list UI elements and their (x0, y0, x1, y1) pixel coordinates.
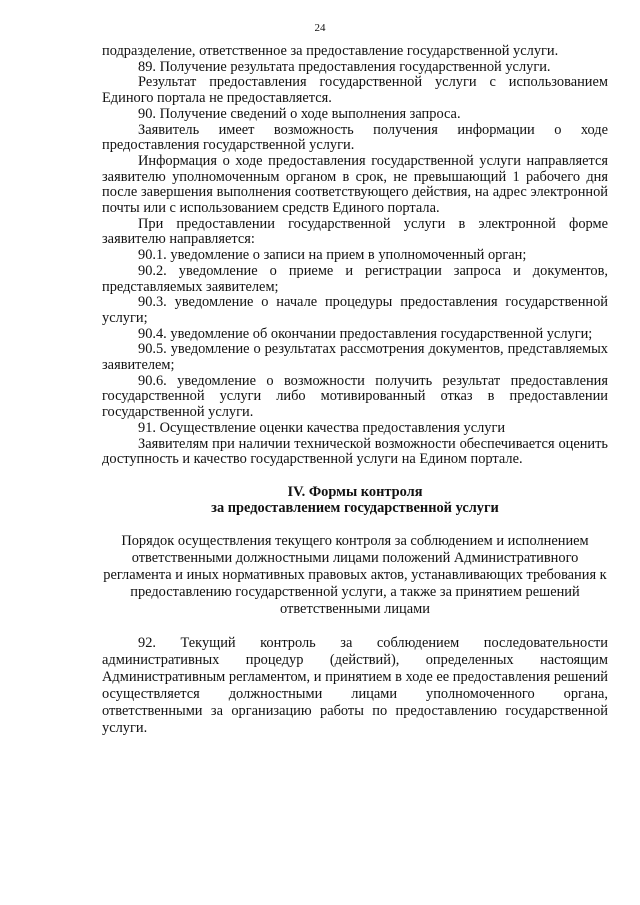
paragraph: 90.6. уведомление о возможности получить результат предоставления государственной услуги либо мотивированный отказ в предоставлении государственной услуги. (102, 372, 608, 421)
paragraph: 89. Получение результата предоставления государственной услуги. (138, 58, 551, 75)
paragraph: 90.4. уведомление об окончании предоставления государственной услуги; (138, 325, 593, 342)
subsection-title: Порядок осуществления текущего контроля за соблюдением и исполнением ответственными должностными лицами положений Административного регламента и иных нормативных правовых актов, устанавливающих требования к предоставлению государственной услуги, а также за принятием решений ответственными лицами (103, 532, 607, 617)
paragraph: При предоставлении государственной услуги в электронной форме заявителю направляется: (102, 215, 608, 248)
page-number: 24 (314, 22, 326, 34)
paragraph: подразделение, ответственное за предоставление государственной услуги. (102, 43, 559, 59)
paragraph: 90.1. уведомление о записи на прием в уполномоченный орган; (138, 247, 527, 264)
paragraph: Информация о ходе предоставления государственной услуги направляется заявителю уполномоченным органом в срок, не превышающий 1 рабочего дня после завершения выполнения соответствующего действия, на адрес электронной почты или с использованием средств Единого портала. (102, 152, 608, 217)
paragraph: Заявитель имеет возможность получения информации о ходе предоставления государственной услуги. (102, 121, 608, 154)
paragraph: Результат предоставления государственной услуги с использованием Единого портала не предоставляется. (102, 74, 608, 107)
paragraph: 91. Осуществление оценки качества предоставления услуги (138, 419, 506, 436)
paragraph: 90.5. уведомление о результатах рассмотрения документов, представляемых заявителем; (102, 341, 608, 374)
paragraph-92: 92. Текущий контроль за соблюдением последовательности административных процедур (действий), определенных настоящим Административным регламентом, и принятием в ходе ее предоставления решений осуществляется должностными лицами уполномоченного органа, ответственными за организацию работы по предоставлению государственной услуги. (102, 634, 608, 736)
paragraph: Заявителям при наличии технической возможности обеспечивается оценить доступность и качество государственной услуги на Едином портале. (102, 435, 608, 468)
section-title (102, 484, 608, 516)
document-body (102, 44, 608, 737)
paragraph: 90.2. уведомление о приеме и регистрации запроса и документов, представляемых заявителем; (102, 262, 608, 295)
paragraph: 90. Получение сведений о ходе выполнения запроса. (138, 105, 461, 122)
section-title-line: IV. Формы контроля (287, 483, 423, 500)
paragraph: 90.3. уведомление о начале процедуры предоставления государственной услуги; (102, 294, 608, 326)
section-title-line: за предоставлением государственной услуги (211, 499, 499, 516)
